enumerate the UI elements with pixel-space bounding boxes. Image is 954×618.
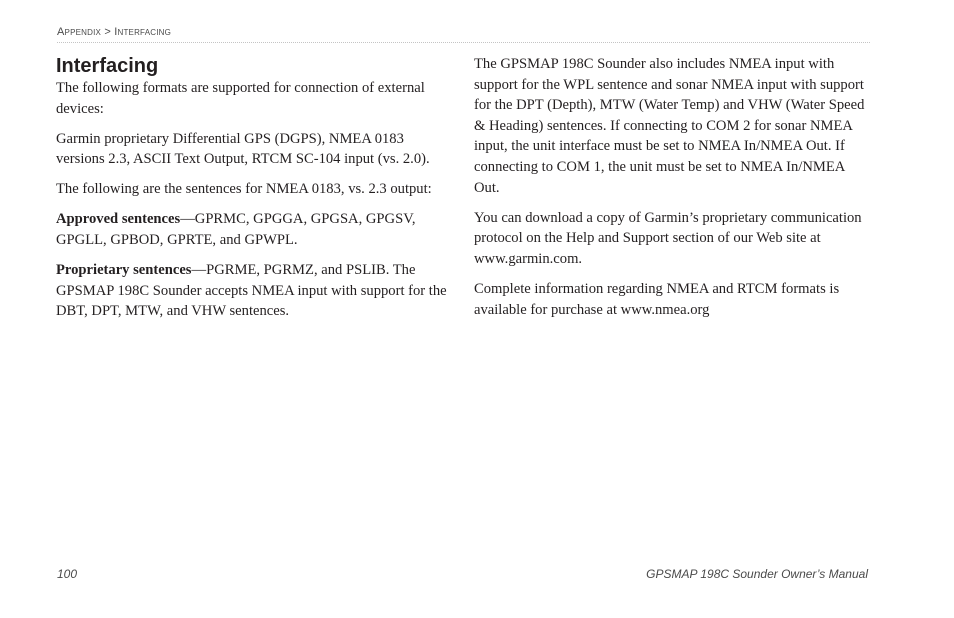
page-number: 100 — [57, 567, 78, 581]
formats-paragraph: Garmin proprietary Differential GPS (DGPS), NMEA 0183 versions 2.3, ASCII Text Output, RTCM SC-104 input (vs. 2.0). — [56, 130, 430, 168]
proprietary-sentences-text: —PGRME, PGRMZ, and PSLIB. The GPSMAP 198C Sounder accepts NMEA input with support for the DBT, DPT, MTW, and VHW sentences. — [56, 262, 447, 320]
proprietary-sentences-paragraph — [56, 260, 451, 322]
breadcrumb — [57, 26, 171, 38]
left-column — [56, 54, 451, 331]
approved-sentences-text: —GPRMC, GPGGA, GPGSA, GPGSV, GPGLL, GPBOD, GPRTE, and GPWPL. — [56, 211, 416, 249]
proprietary-sentences-label: Proprietary sentences — [56, 262, 192, 279]
approved-sentences-label: Approved sentences — [56, 211, 181, 228]
manual-title: GPSMAP 198C Sounder Owner’s Manual — [646, 567, 868, 581]
breadcrumb-subsection[interactable]: Interfacing — [114, 26, 172, 38]
header-divider — [57, 42, 870, 43]
download-protocol-paragraph: You can download a copy of Garmin’s proprietary communication protocol on the Help and Support section of our Web site at www.garmin.com. — [474, 209, 862, 267]
breadcrumb-section[interactable]: Appendix — [57, 26, 102, 38]
breadcrumb-separator: > — [104, 26, 111, 38]
page-title: Interfacing — [56, 55, 159, 77]
approved-sentences-paragraph — [56, 209, 451, 250]
right-column — [474, 54, 870, 330]
intro-paragraph: The following formats are supported for connection of external devices: — [56, 80, 425, 117]
nmea-info-paragraph: Complete information regarding NMEA and RTCM formats is available for purchase at www.nmea.org — [474, 280, 840, 318]
nmea-input-paragraph: The GPSMAP 198C Sounder also includes NMEA input with support for the WPL sentence and sonar NMEA input with support for the DPT (Depth), MTW (Water Temp) and VHW (Water Speed & Heading) sentences. If connecting to COM 2 for sonar NMEA input, the unit interface must be set to NMEA In/NMEA Out. If connecting to COM 1, the unit must be set to NMEA In/NMEA Out. — [474, 56, 865, 196]
sentences-intro-paragraph: The following are the sentences for NMEA 0183, vs. 2.3 output: — [56, 181, 432, 198]
